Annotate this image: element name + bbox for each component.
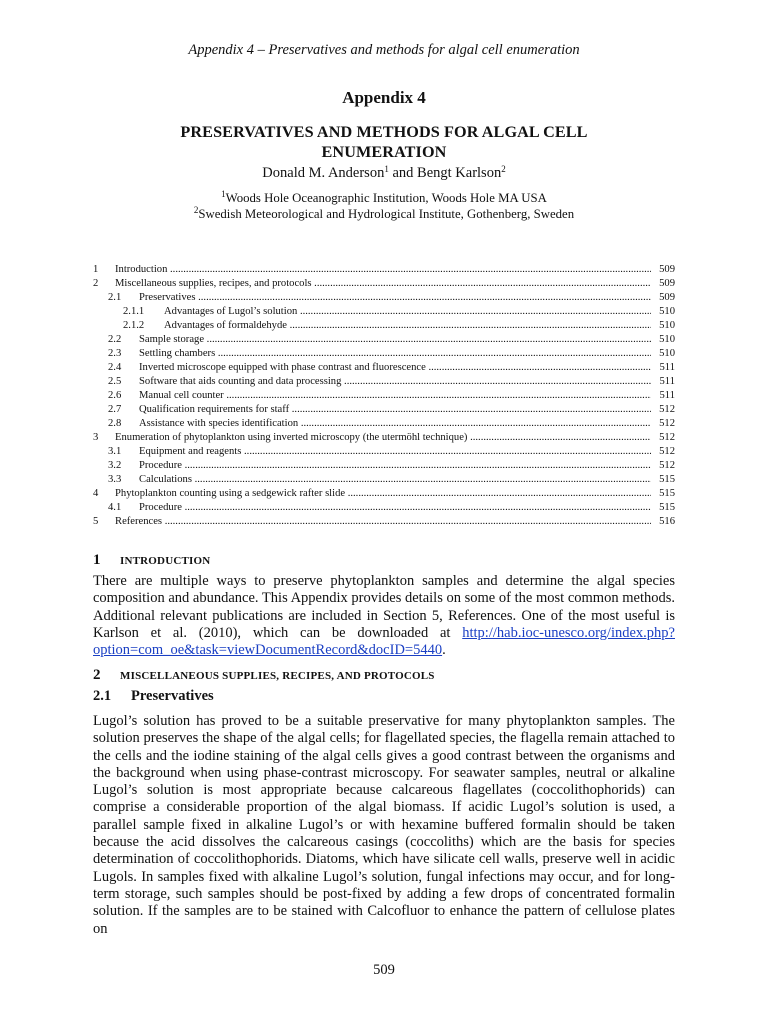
toc-entry[interactable] (93, 347, 675, 361)
toc-entry[interactable] (93, 333, 675, 347)
toc-page: 511 (659, 390, 675, 401)
toc-title: Miscellaneous supplies, recipes, and protocols ..... (115, 277, 651, 291)
toc-number: 3.3 (108, 474, 122, 485)
toc-title: Procedure ..... (139, 501, 651, 515)
toc-number: 2 (93, 278, 99, 289)
toc-title: Settling chambers ..... (139, 347, 651, 361)
section-number: 1 (93, 552, 101, 568)
toc-page: 515 (659, 502, 675, 513)
toc-title: References ..... (115, 515, 651, 529)
toc-title: Software that aids counting and data processing ..... (139, 375, 651, 389)
section-number: 2 (93, 667, 101, 683)
toc-title: Calculations ..... (139, 473, 651, 487)
page-number: 509 (373, 962, 395, 978)
introduction-paragraph (93, 573, 675, 659)
toc-entry[interactable] (93, 305, 675, 319)
toc-title: Qualification requirements for staff ..... (139, 403, 651, 417)
toc-entry[interactable] (93, 445, 675, 459)
toc-page: 509 (659, 278, 675, 289)
toc-entry[interactable] (93, 263, 675, 277)
toc-number: 2.7 (108, 404, 122, 415)
toc-entry[interactable] (93, 487, 675, 501)
hab-ioc-link[interactable]: http://hab.ioc-unesco.org/index.php?option=com_oe&task=viewDocumentRecord&docID=5440 (93, 624, 675, 659)
toc-number: 5 (93, 516, 99, 527)
toc-entry[interactable] (93, 473, 675, 487)
toc-page: 512 (659, 404, 675, 415)
toc-page: 511 (659, 362, 675, 373)
toc-page: 509 (659, 264, 675, 275)
toc-title: Assistance with species identification ..... (139, 417, 651, 431)
toc-page: 512 (659, 460, 675, 471)
preservatives-paragraph: Lugol’s solution has proved to be a suitable preservative for many phytoplankton samples. The solution preserves the shape of the algal cells; for flagellated species, the flagella remain attached to the cells and the iodine staining of the algal cells gives a good contrast between the organisms and the background when using phase-contrast microscopy. For seawater samples, neutral or alkaline Lugol’s solution is most appropriate because calcareous flagellates (coccolithophorids) can comprise a considerable proportion of the algal biomass. If acidic Lugol’s solution is used, a parallel sample fixed in alkaline Lugol’s or with hexamine buffered formalin should be taken because the acid dissolves the calcareous casings (coccoliths) which are the basis for species determination of coccolithophorids. Diatoms, which have silicate cell walls, preserve well in acidic Lugols. In samples fixed with alkaline Lugol’s solution, fungal infections may occur, and for long-term storage, such samples should be post-fixed by adding a few drops of concentrated formalin solution. If the samples are to be stained with Calcofluor to enhance the pattern of cellulose plates on (93, 713, 675, 937)
toc-page: 512 (659, 446, 675, 457)
authors-conjunction: and (388, 165, 418, 181)
toc-title: Preservatives ..... (139, 291, 651, 305)
document-title: PRESERVATIVES AND METHODS FOR ALGAL CELL ENUMERATION (180, 123, 588, 161)
toc-number: 3.1 (108, 446, 122, 457)
section-title: MISCELLANEOUS SUPPLIES, RECIPES, AND PROTOCOLS (120, 670, 435, 682)
subsection-title: Preservatives (131, 688, 214, 704)
toc-number: 2.3 (108, 348, 122, 359)
toc-number: 4 (93, 488, 99, 499)
toc-title: Equipment and reagents ..... (139, 445, 651, 459)
author-karlson: Bengt Karlson (417, 165, 502, 181)
toc-entry[interactable] (93, 501, 675, 515)
toc-page: 512 (659, 418, 675, 429)
author-anderson-affil-mark: 1 (384, 164, 389, 174)
toc-title: Manual cell counter ..... (139, 389, 651, 403)
toc-page: 510 (659, 334, 675, 345)
toc-title: Procedure ..... (139, 459, 651, 473)
toc-number: 2.1.2 (123, 320, 145, 331)
toc-title: Introduction ..... (115, 263, 651, 277)
section-title: INTRODUCTION (120, 555, 211, 567)
affiliation-2-text: Swedish Meteorological and Hydrological Institute, Gothenberg, Sweden (198, 207, 575, 221)
affiliation-1 (0, 191, 768, 206)
toc-page: 515 (659, 474, 675, 485)
toc-entry[interactable] (93, 459, 675, 473)
toc-number: 2.6 (108, 390, 122, 401)
affiliation-1-mark: 1 (221, 189, 226, 199)
toc-title: Inverted microscope equipped with phase contrast and fluorescence ..... (139, 361, 651, 375)
toc-number: 3.2 (108, 460, 122, 471)
toc-page: 510 (659, 348, 675, 359)
subsection-heading-preservatives (93, 688, 214, 705)
toc-page: 516 (659, 516, 675, 527)
toc-title: Phytoplankton counting using a sedgewick rafter slide ..... (115, 487, 651, 501)
toc-page: 511 (659, 376, 675, 387)
toc-entry[interactable] (93, 417, 675, 431)
toc-entry[interactable] (93, 515, 675, 529)
author-karlson-affil-mark: 2 (501, 164, 506, 174)
toc-page: 509 (659, 292, 675, 303)
toc-number: 1 (93, 264, 99, 275)
section-heading-misc-supplies (93, 666, 435, 684)
toc-number: 2.1.1 (123, 306, 145, 317)
toc-entry[interactable] (93, 403, 675, 417)
toc-number: 2.2 (108, 334, 122, 345)
author-anderson: Donald M. Anderson (262, 165, 385, 181)
toc-number: 4.1 (108, 502, 122, 513)
toc-entry[interactable] (93, 431, 675, 445)
affiliation-2 (0, 207, 768, 222)
affiliation-2-mark: 2 (193, 205, 199, 215)
toc-number: 3 (93, 432, 99, 443)
toc-entry[interactable] (93, 389, 675, 403)
toc-entry[interactable] (93, 291, 675, 305)
introduction-text: There are multiple ways to preserve phytoplankton samples and determine the algal species composition and abundance. This Appendix provides details on some of the most common methods. Additional relevant publications are included in Section 5, References. One of the most useful is Karlson et al. (2010), which can be downloaded at (93, 573, 675, 641)
table-of-contents (93, 263, 675, 529)
authors (0, 165, 768, 182)
subsection-number: 2.1 (93, 688, 112, 704)
toc-entry[interactable] (93, 375, 675, 389)
toc-number: 2.8 (108, 418, 122, 429)
introduction-period: . (442, 642, 446, 659)
toc-page: 510 (659, 306, 675, 317)
running-header: Appendix 4 – Preservatives and methods for algal cell enumeration (188, 42, 580, 58)
affiliation-1-text: Woods Hole Oceanographic Institution, Woods Hole MA USA (225, 191, 547, 205)
toc-title: Advantages of Lugol’s solution ..... (164, 305, 651, 319)
toc-title: Advantages of formaldehyde ..... (164, 319, 651, 333)
section-heading-introduction (93, 551, 210, 569)
toc-number: 2.1 (108, 292, 122, 303)
toc-entry[interactable] (93, 361, 675, 375)
toc-page: 515 (659, 488, 675, 499)
toc-number: 2.4 (108, 362, 122, 373)
toc-entry[interactable] (93, 319, 675, 333)
toc-page: 512 (659, 432, 675, 443)
appendix-label: Appendix 4 (342, 88, 426, 107)
toc-title: Sample storage ..... (139, 333, 651, 347)
toc-page: 510 (659, 320, 675, 331)
toc-number: 2.5 (108, 376, 122, 387)
toc-title: Enumeration of phytoplankton using inverted microscopy (the utermöhl technique) ..... (115, 431, 651, 445)
toc-entry[interactable] (93, 277, 675, 291)
